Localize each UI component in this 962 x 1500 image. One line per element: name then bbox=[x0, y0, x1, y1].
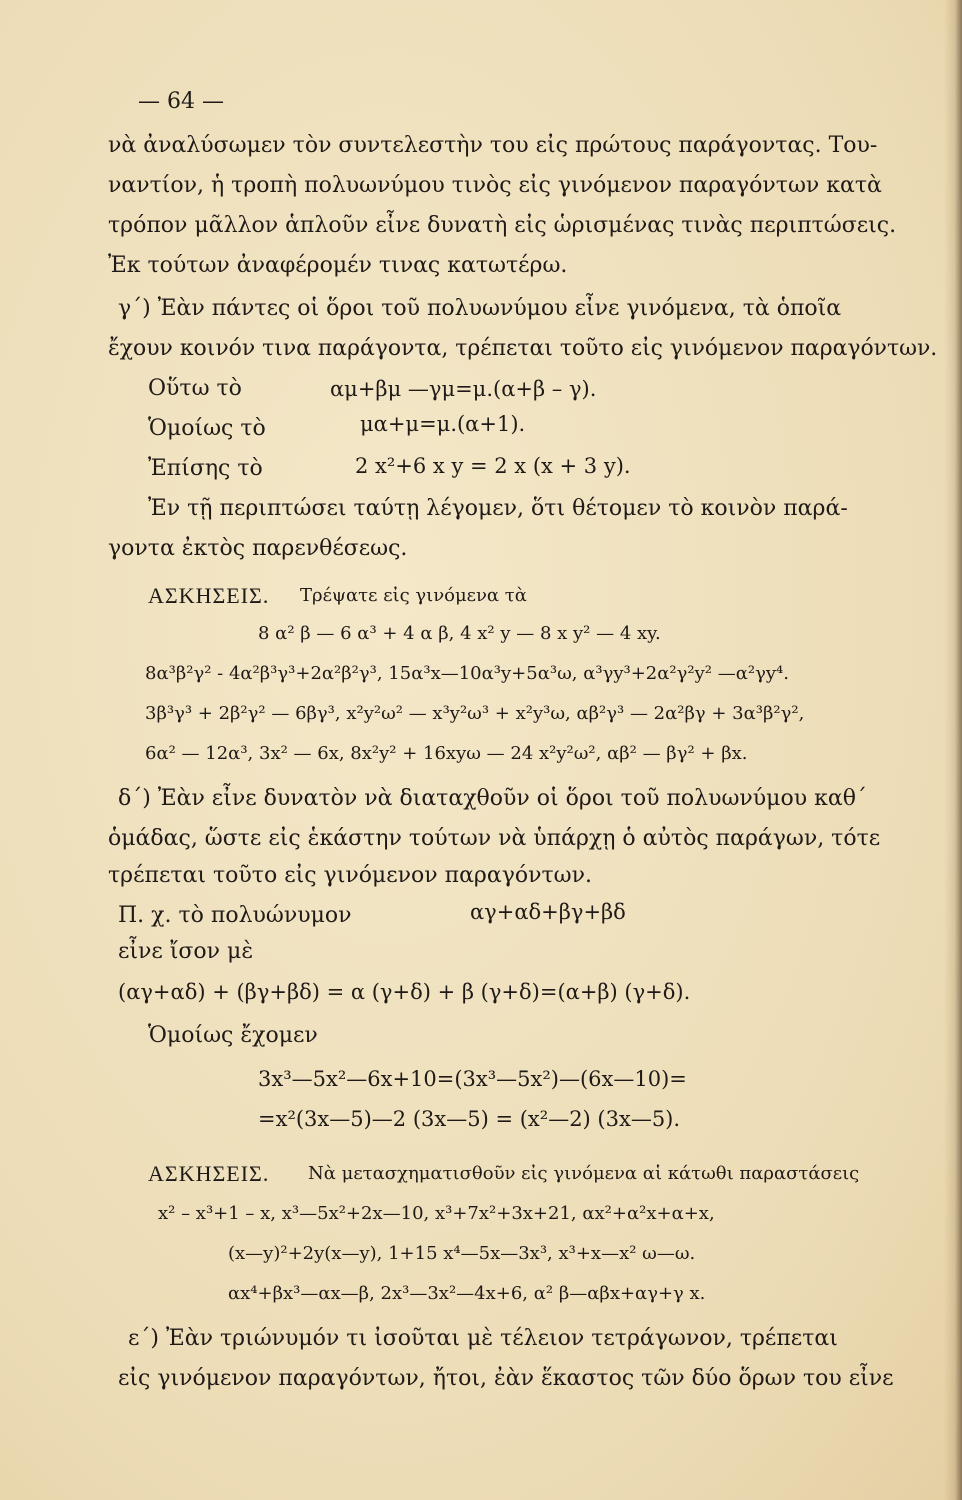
example-d-line-2: 3x³—5x²—6x+10=(3x³—5x²)—(6x—10)= bbox=[258, 1067, 687, 1091]
page-edge-shadow bbox=[944, 0, 962, 1500]
exercises-heading-1: ΑΣΚΗΣΕΙΣ. bbox=[148, 583, 270, 608]
text-line-6: ἔχουν κοινόν τινα παράγοντα, τρέπεται τοῦτο εἰς γινόμενον παραγόντων. bbox=[108, 336, 938, 361]
example-expr-1: αμ+βμ —γμ=μ.(α+β – γ). bbox=[330, 377, 597, 401]
example-d-line-3: =x²(3x—5)—2 (3x—5) = (x²—2) (3x—5). bbox=[258, 1107, 681, 1131]
paragraph-3-line-2: ὁμάδας, ὥστε εἰς ἑκάστην τούτων νὰ ὑπάρχῃ ὁ αὐτὸς παράγων, τότε bbox=[108, 826, 881, 851]
exercises-instruction-1: Τρέψατε εἰς γινόμενα τὰ bbox=[300, 585, 527, 606]
exercise-row-4: 6α² — 12α³, 3x² — 6x, 8x²y² + 16xyω — 24 x²y²ω², αβ² — βγ² + βx. bbox=[145, 743, 748, 764]
page-number: — 64 — bbox=[138, 89, 224, 114]
text-line-2: ναντίον, ἡ τροπὴ πολυωνύμου τινὸς εἰς γινόμενον παραγόντων κατὰ bbox=[108, 173, 882, 198]
example-expr-3: 2 x²+6 x y = 2 x (x + 3 y). bbox=[355, 454, 631, 478]
text-line-1: νὰ ἀναλύσωμεν τὸν συντελεστὴν του εἰς πρώτους παράγοντας. Του- bbox=[108, 133, 878, 158]
exercise2-row-1: x² – x³+1 – x, x³—5x²+2x—10, x³+7x²+3x+21, αx²+α²x+α+x, bbox=[158, 1203, 715, 1224]
exercise2-row-2: (x—y)²+2y(x—y), 1+15 x⁴—5x—3x³, x³+x—x² ω—ω. bbox=[228, 1243, 696, 1264]
exercise-row-1: 8 α² β — 6 α³ + 4 α β, 4 x² y — 8 x y² — 4 xy. bbox=[258, 623, 661, 644]
example-d-expr: αγ+αδ+βγ+βδ bbox=[470, 900, 626, 924]
example-expr-2: μα+μ=μ.(α+1). bbox=[360, 412, 526, 436]
exercise-row-2: 8α³β²γ² - 4α²β³γ³+2α²β²γ³, 15α³x—10α³y+5α³ω, α³γy³+2α²γ²y² —α²γy⁴. bbox=[145, 663, 789, 684]
exercise2-row-3: αx⁴+βx³—αx—β, 2x³—3x²—4x+6, α² β—αβx+αγ+γ x. bbox=[228, 1283, 706, 1304]
text-line-4: Ἐκ τούτων ἀναφέρομέν τινας κατωτέρω. bbox=[108, 253, 568, 278]
exercises-instruction-2: Νὰ μετασχηματισθοῦν εἰς γινόμενα αἱ κάτωθι παραστάσεις bbox=[308, 1163, 860, 1184]
example-d-equals: εἶνε ἴσον μὲ bbox=[118, 939, 254, 964]
paragraph-3-line-3: τρέπεται τοῦτο εἰς γινόμενον παραγόντων. bbox=[108, 863, 592, 888]
example-d-line-1: (αγ+αδ) + (βγ+βδ) = α (γ+δ) + β (γ+δ)=(α+β) (γ+δ). bbox=[118, 980, 691, 1004]
paragraph-3-line-1: δ΄) Ἐὰν εἶνε δυνατὸν νὰ διαταχθοῦν οἱ ὅροι τοῦ πολυωνύμου καθ΄ bbox=[118, 786, 867, 811]
text-line-5: γ΄) Ἐὰν πάντες οἱ ὅροι τοῦ πολυωνύμου εἶνε γινόμενα, τὰ ὁποῖα bbox=[118, 296, 842, 321]
example-d-likewise: Ὁμοίως ἔχομεν bbox=[148, 1023, 318, 1048]
example-label-3: Ἐπίσης τὸ bbox=[148, 456, 263, 481]
exercises-heading-2: ΑΣΚΗΣΕΙΣ. bbox=[148, 1161, 270, 1186]
example-label-1: Οὕτω τὸ bbox=[148, 376, 242, 401]
text-line-3: τρόπον μᾶλλον ἁπλοῦν εἶνε δυνατὴ εἰς ὡρισμένας τινὰς περιπτώσεις. bbox=[108, 213, 897, 238]
paragraph-4-line-2: εἰς γινόμενον παραγόντων, ἤτοι, ἐὰν ἕκαστος τῶν δύο ὅρων του εἶνε bbox=[118, 1366, 894, 1391]
paragraph-4-line-1: ε΄) Ἐὰν τριώνυμόν τι ἰσοῦται μὲ τέλειον τετράγωνον, τρέπεται bbox=[128, 1326, 838, 1351]
paragraph-2-line-2: γοντα ἐκτὸς παρενθέσεως. bbox=[108, 536, 408, 561]
example-label-2: Ὁμοίως τὸ bbox=[148, 416, 266, 441]
paragraph-2-line-1: Ἐν τῇ περιπτώσει ταύτῃ λέγομεν, ὅτι θέτομεν τὸ κοινὸν παρά- bbox=[148, 496, 848, 521]
exercise-row-3: 3β³γ³ + 2β²γ² — 6βγ³, x²y²ω² — x³y²ω³ + x²y³ω, αβ²γ³ — 2α²βγ + 3α³β²γ², bbox=[145, 703, 805, 724]
example-d-label: Π. χ. τὸ πολυώνυμον bbox=[118, 903, 352, 928]
